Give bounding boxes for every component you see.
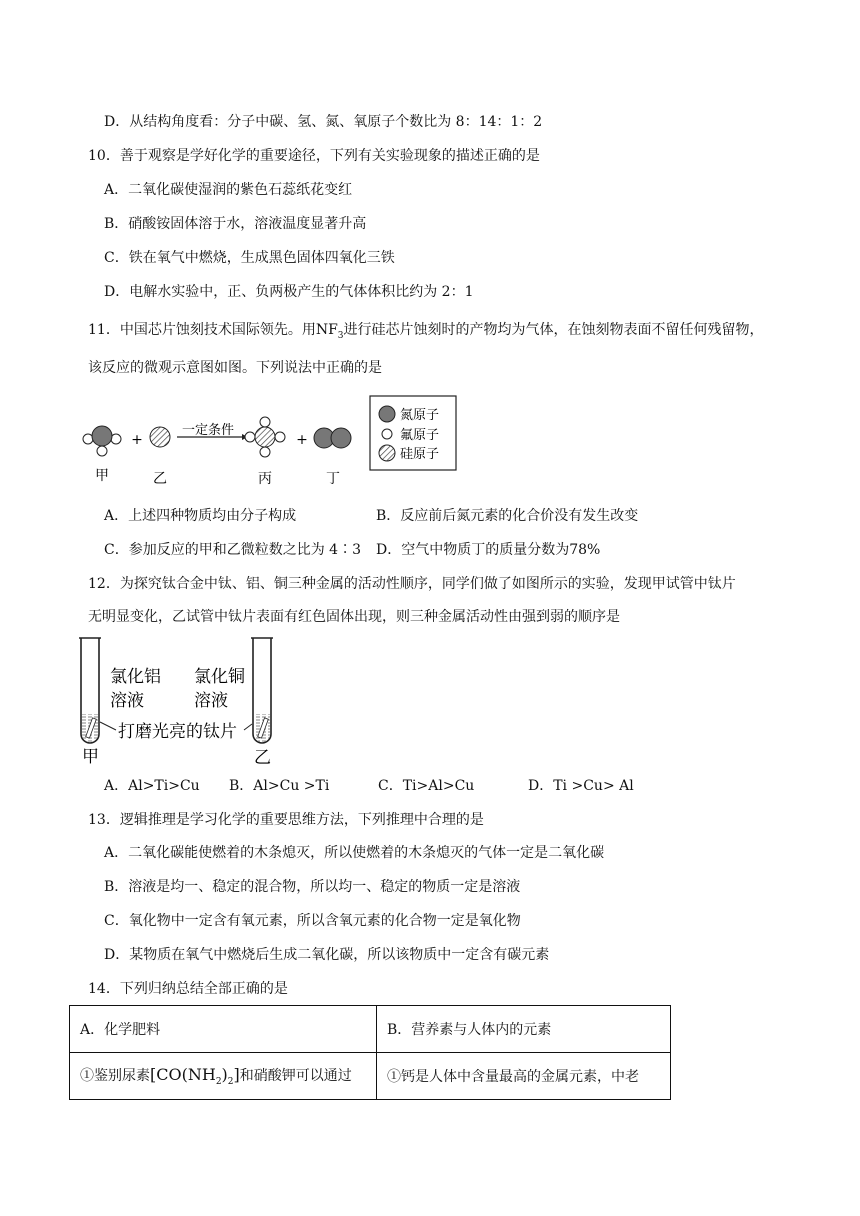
plus-sign-1: +	[131, 432, 143, 448]
molecule-bing	[245, 417, 285, 457]
label-tube-yi: 乙	[254, 748, 271, 768]
leader-line-1	[100, 722, 116, 730]
nf3-sub: 3	[337, 330, 344, 341]
urea-formula-b: )	[221, 1064, 228, 1084]
test-tube-jia	[79, 638, 101, 743]
q12-stem: 12．为探究钛合金中钛、铝、铜三种金属的活动性顺序，同学们做了如图所示的实验，发现甲试管中钛片	[88, 576, 736, 592]
urea-formula: $[CO(NH_2)_2]$	[150, 1064, 240, 1088]
nf3-main: NF	[315, 322, 338, 338]
table-cell-a1	[70, 1053, 377, 1100]
q13-option-d: D．某物质在氧气中燃烧后生成二氧化碳，所以该物质中一定含有碳元素	[104, 947, 550, 963]
molecule-jia	[83, 426, 121, 456]
q12-option-a: A．Al>Ti>Cu	[104, 778, 200, 794]
label-titanium-strip: 打磨光亮的钛片	[118, 722, 237, 742]
urea-formula-a: CO(NH	[156, 1064, 216, 1084]
reaction-condition: 一定条件	[181, 423, 235, 438]
atom-yi	[150, 427, 170, 447]
urea-formula-sub1: 2	[215, 1077, 222, 1088]
q11-option-c: C．参加反应的甲和乙微粒数之比为 4∶3	[104, 542, 361, 558]
q10-option-d: D．电解水实验中，正、负两极产生的气体体积比约为 2：1	[104, 284, 474, 300]
label-jia: 甲	[95, 468, 109, 484]
reaction-diagram	[76, 392, 466, 492]
label-bing: 丙	[258, 471, 272, 487]
q10-stem: 10．善于观察是学好化学的重要途径，下列有关实验现象的描述正确的是	[88, 148, 540, 164]
test-tube-diagram	[76, 634, 296, 768]
label-aluminum-chloride: 氯化铝	[110, 667, 161, 687]
nf3-formula	[315, 322, 344, 341]
q11-option-b: B．反应前后氮元素的化合价没有发生改变	[376, 508, 639, 524]
q10-option-b: B．硝酸铵固体溶于水，溶液温度显著升高	[104, 216, 367, 232]
molecule-ding	[314, 428, 351, 448]
q13-option-b: B．溶液是均一、稳定的混合物，所以均一、稳定的物质一定是溶液	[104, 879, 521, 895]
label-ding: 丁	[326, 471, 340, 487]
q11-option-a: A．上述四种物质均由分子构成	[104, 508, 297, 524]
table-header-a: A．化学肥料	[70, 1006, 377, 1053]
q12-stem-line2: 无明显变化，乙试管中钛片表面有红色固体出现，则三种金属活动性由强到弱的顺序是	[88, 609, 620, 625]
plus-sign-2: +	[296, 432, 308, 448]
legend-fluorine: 氟原子	[400, 428, 440, 443]
table-row	[70, 1053, 671, 1100]
cell-a1-post: 和硝酸钾可以通过	[239, 1067, 352, 1084]
label-solution-2: 溶液	[194, 691, 228, 711]
q12-option-b: B．Al>Cu >Ti	[229, 778, 330, 794]
q13-stem: 13．逻辑推理是学习化学的重要思维方法，下列推理中合理的是	[88, 812, 484, 828]
label-solution-1: 溶液	[110, 691, 144, 711]
legend-silicon: 硅原子	[400, 447, 440, 462]
q13-option-a: A．二氧化碳能使燃着的木条熄灭，所以使燃着的木条熄灭的气体一定是二氧化碳	[104, 845, 605, 861]
label-yi: 乙	[153, 471, 167, 487]
legend-nitrogen: 氮原子	[400, 408, 440, 423]
q13-option-c: C．氧化物中一定含有氧元素，所以含氧元素的化合物一定是氧化物	[104, 913, 521, 929]
q14-stem: 14．下列归纳总结全部正确的是	[88, 981, 288, 997]
summary-table	[69, 1005, 671, 1100]
table-header-row	[70, 1006, 671, 1053]
q11-stem-pre: 11．中国芯片蚀刻技术国际领先。用	[88, 322, 316, 338]
q10-option-c: C．铁在氧气中燃烧，生成黑色固体四氧化三铁	[104, 250, 395, 266]
q11-stem-post: 进行硅芯片蚀刻时的产物均为气体，在蚀刻物表面不留任何残留物，	[343, 322, 764, 338]
table-cell-b1: ①钙是人体中含量最高的金属元素，中老	[377, 1053, 671, 1100]
urea-formula-sub2: 2	[227, 1077, 234, 1088]
cell-a1-pre: ①鉴别尿素	[80, 1067, 150, 1084]
q11-option-d: D．空气中物质丁的质量分数为78%	[376, 542, 601, 558]
label-tube-jia: 甲	[82, 747, 99, 767]
leader-line-2	[244, 724, 252, 730]
label-copper-chloride: 氯化铜	[194, 667, 245, 687]
q12-option-d: D．Ti >Cu> Al	[528, 778, 634, 794]
q11-stem	[88, 320, 764, 346]
q12-option-c: C．Ti>Al>Cu	[378, 778, 475, 794]
table-header-b: B．营养素与人体内的元素	[377, 1006, 671, 1053]
q10-option-a: A．二氧化碳使湿润的紫色石蕊纸花变红	[104, 182, 353, 198]
q11-stem-line2: 该反应的微观示意图如图。下列说法中正确的是	[88, 360, 382, 376]
test-tube-yi	[251, 638, 273, 743]
diagram-legend	[370, 396, 456, 470]
q9-option-d: D．从结构角度看：分子中碳、氢、氮、氧原子个数比为 8：14：1：2	[104, 114, 543, 130]
